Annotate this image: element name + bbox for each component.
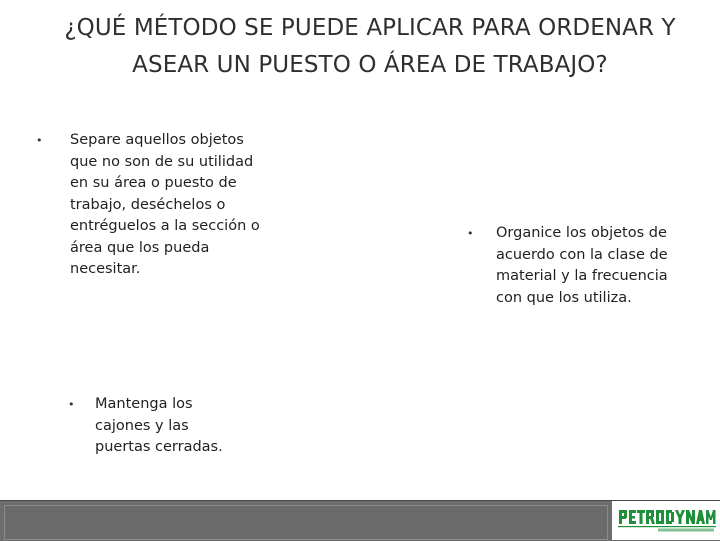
- bullet-text: Organice los objetos de acuerdo con la clase de material y la frecuencia con que los utiliza.: [496, 225, 668, 306]
- bullet-marker: •: [467, 227, 474, 240]
- company-logo: [612, 501, 720, 540]
- bullet-text: Separe aquellos objetos que no son de su utilidad en su área o puesto de trabajo, deséchelos o entréguelos a la sección o área que los pueda necesitar.: [70, 132, 260, 277]
- petrodynamic-logo-icon: [618, 507, 716, 535]
- bullet-text: Mantenga los cajones y las puertas cerradas.: [95, 396, 223, 455]
- bullet-marker: •: [36, 134, 43, 147]
- footer-panel: [4, 505, 608, 540]
- slide-title: ¿QUÉ MÉTODO SE PUEDE APLICAR PARA ORDENAR Y ASEAR UN PUESTO O ÁREA DE TRABAJO?: [64, 15, 676, 78]
- bullet-marker: •: [68, 398, 75, 411]
